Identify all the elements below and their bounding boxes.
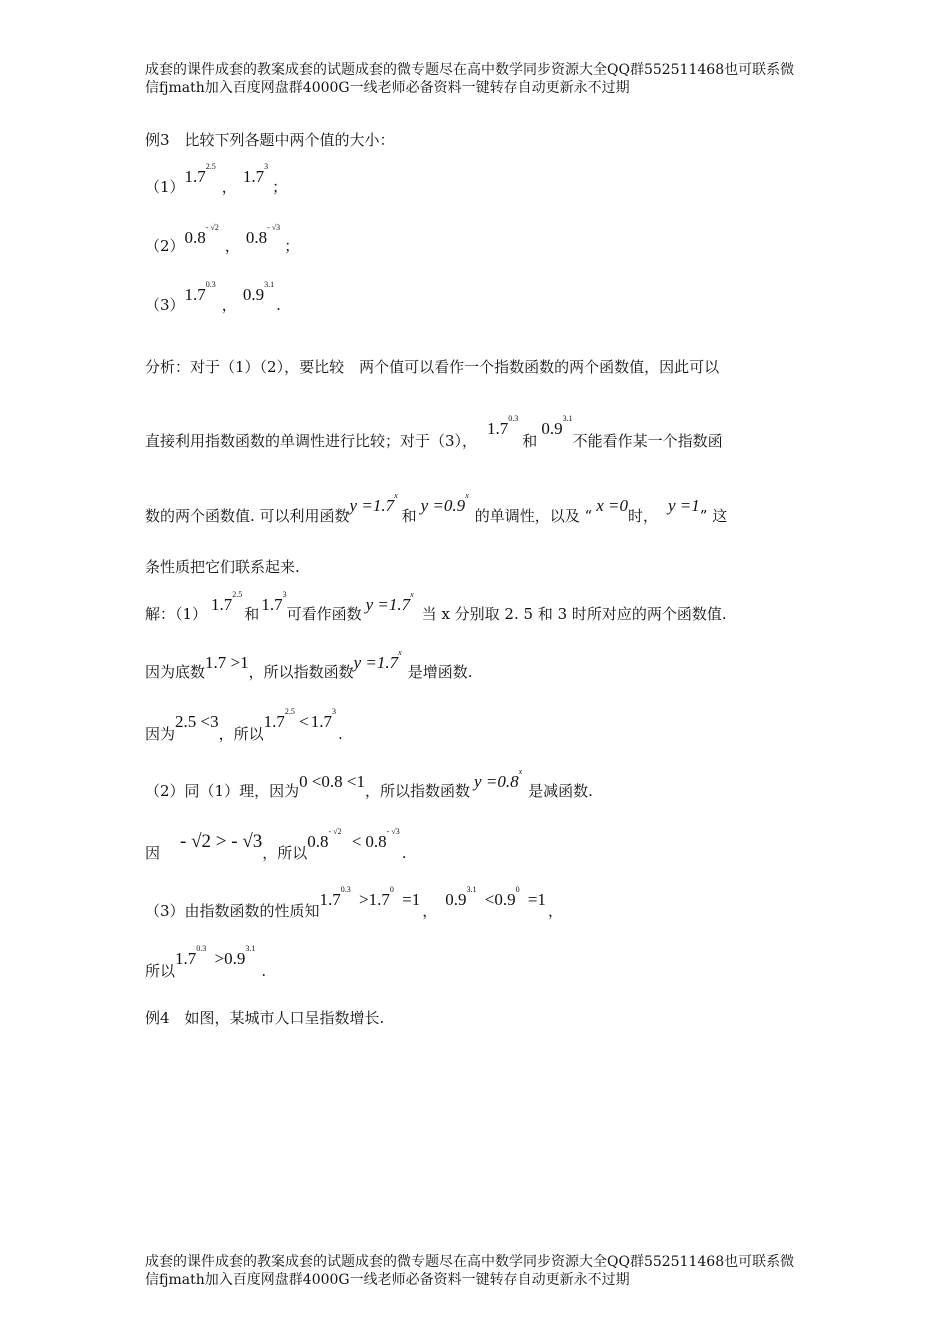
page-header xyxy=(145,61,825,97)
solution-s6-b-exp: 3.1 xyxy=(466,885,477,894)
solution-s2-f-exp: x xyxy=(398,648,402,657)
p3-b-exp: 3.1 xyxy=(264,280,275,289)
solution-s1-label: 解：（1） xyxy=(145,605,208,623)
solution-s6-end: ， xyxy=(547,902,563,920)
p2-b-exp: - √3 xyxy=(267,223,281,232)
analysis-l3-f1-exp: x xyxy=(394,491,398,500)
solution-s1-tail: 当 x 分别取 2. 5 和 3 时所对应的两个函数值. xyxy=(421,605,727,623)
analysis-l3-f2-exp: x xyxy=(465,491,469,500)
solution-s7-end: . xyxy=(261,962,267,980)
solution-s5-b-exp: - √3 xyxy=(386,827,400,836)
analysis-l3-y1: y =1 xyxy=(667,496,700,515)
analysis-line-2 xyxy=(145,414,723,450)
header-line-1: 成套的课件成套的教案成套的试题成套的微专题尽在高中数学同步资源大全QQ群552511468也可联系微 xyxy=(145,62,795,78)
solution-s3-b-base: 1.7 xyxy=(310,712,332,731)
solution-line-4 xyxy=(145,767,593,800)
problem-1-label: （1） xyxy=(145,178,185,196)
analysis-l2-text: 直接利用指数函数的单调性进行比较；对于（3）， xyxy=(145,432,478,450)
footer-line-1: 成套的课件成套的教案成套的试题成套的微专题尽在高中数学同步资源大全QQ群552511468也可联系微 xyxy=(145,1254,795,1270)
solution-line-6 xyxy=(145,885,563,920)
solution-s7-a: 1.7 xyxy=(175,949,197,968)
p1-end: ； xyxy=(272,178,288,196)
solution-s1-a-exp: 2.5 xyxy=(232,590,243,599)
analysis-l3-when: 时， xyxy=(627,507,658,525)
p2-a-base: 0.8 xyxy=(184,228,206,247)
solution-s1-b-base: 1.7 xyxy=(261,595,283,614)
p2-a-exp: - √2 xyxy=(205,223,219,232)
solution-s2-cond: 1.7 >1 xyxy=(205,653,249,672)
solution-s1-and: 和 xyxy=(244,605,260,623)
p2-b-base: 0.8 xyxy=(245,228,268,247)
example4-title: 例4 如图，某城市人口呈指数增长. xyxy=(145,1009,385,1027)
analysis-l3-x0: x =0 xyxy=(596,496,628,515)
solution-s1-a-base: 1.7 xyxy=(211,595,233,614)
analysis-l2-b-exp: 3.1 xyxy=(562,414,573,423)
solution-s1-b-exp: 3 xyxy=(282,590,287,599)
p1-sep: ， xyxy=(221,178,237,196)
problem-2 xyxy=(145,223,300,255)
solution-s6-sep: ， xyxy=(422,902,438,920)
p2-end: ； xyxy=(284,237,300,255)
solution-s4-f: y =0.8 xyxy=(474,772,519,791)
solution-s4-f-exp: x xyxy=(518,767,523,776)
solution-s7-text: 所以 xyxy=(145,962,176,980)
solution-line-3 xyxy=(145,707,343,743)
p3-end: . xyxy=(276,296,281,314)
solution-s4-mid: ，所以指数函数 xyxy=(365,782,471,800)
p1-a-base: 1.7 xyxy=(184,167,206,186)
solution-s1-f-exp: x xyxy=(410,590,414,599)
problem-2-label: （2） xyxy=(145,237,185,255)
solution-line-5 xyxy=(145,827,407,862)
header-line-2: 信fjmath加入百度网盘群4000G一线老师必备资料一键转存自动更新永不过期 xyxy=(145,80,630,96)
solution-s1-mid: 可看作函数 xyxy=(286,605,362,623)
footer-line-2: 信fjmath加入百度网盘群4000G一线老师必备资料一键转存自动更新永不过期 xyxy=(145,1272,630,1288)
problem-3 xyxy=(145,280,281,314)
analysis-line-4: 条性质把它们联系起来. xyxy=(145,558,300,576)
problem-3-label: （3） xyxy=(145,296,185,314)
analysis-l2-and: 和 xyxy=(522,432,538,450)
p1-a-exp: 2.5 xyxy=(205,162,216,171)
analysis-l3-text: 数的两个函数值. 可以利用函数 xyxy=(145,507,350,525)
solution-s4-cond: 0 <0.8 <1 xyxy=(299,772,366,791)
solution-s2-tail: 是增函数. xyxy=(407,663,473,681)
solution-s6-b-mid: <0.9 xyxy=(480,890,516,909)
p3-a-exp: 0.3 xyxy=(205,280,216,289)
p3-b-base: 0.9 xyxy=(242,285,265,304)
solution-s3-cond: 2.5 <3 xyxy=(175,712,219,731)
solution-s5-text: 因 xyxy=(145,844,161,862)
solution-s5-mid: ，所以 xyxy=(262,844,308,862)
solution-s3-text: 因为 xyxy=(145,725,176,743)
analysis-l3-and: 和 xyxy=(401,507,417,525)
p1-b-exp: 3 xyxy=(264,162,269,171)
solution-s3-a-exp: 2.5 xyxy=(284,707,295,716)
analysis-l3-f1: y =1.7 xyxy=(349,496,395,515)
page-footer xyxy=(145,1253,825,1289)
analysis-l2-a-base: 1.7 xyxy=(487,419,509,438)
solution-s3-mid: ，所以 xyxy=(218,725,264,743)
solution-s3-lt: < xyxy=(294,712,309,731)
solution-s2-text: 因为底数 xyxy=(145,663,206,681)
solution-s6-b-end: =1 xyxy=(523,890,546,909)
analysis-l2-tail: 不能看作某一个指数函 xyxy=(572,432,723,450)
solution-line-1 xyxy=(145,590,727,623)
solution-s6-a-exp: 0.3 xyxy=(340,885,351,894)
solution-line-7 xyxy=(145,944,267,980)
p3-a-base: 1.7 xyxy=(184,285,206,304)
p3-sep: ， xyxy=(221,296,237,314)
solution-s2-f: y =1.7 xyxy=(353,653,399,672)
analysis-line-1: 分析：对于（1）（2），要比较 两个值可以看作一个指数函数的两个函数值，因此可以 xyxy=(145,358,720,376)
solution-s6-b-exp2: 0 xyxy=(515,885,520,894)
solution-s3-b-exp: 3 xyxy=(331,707,336,716)
solution-s7-b-exp: 3.1 xyxy=(245,944,256,953)
solution-s6-b: 0.9 xyxy=(445,890,467,909)
solution-s4-text: （2）同（1）理，因为 xyxy=(145,782,300,800)
solution-s7-a-exp: 0.3 xyxy=(196,944,207,953)
solution-s6-a: 1.7 xyxy=(319,890,341,909)
p1-b-base: 1.7 xyxy=(242,167,265,186)
solution-s5-b-base: 0.8 xyxy=(365,832,387,851)
solution-s5-lt: < xyxy=(347,832,362,851)
analysis-l3-mid: 的单调性，以及 “ xyxy=(474,507,593,525)
solution-s4-tail: 是减函数. xyxy=(528,782,593,800)
solution-s3-end: . xyxy=(337,725,343,743)
analysis-l2-a-exp: 0.3 xyxy=(508,414,519,423)
analysis-l2-b-base: 0.9 xyxy=(541,419,563,438)
solution-s6-text: （3）由指数函数的性质知 xyxy=(145,902,320,920)
p2-sep: ， xyxy=(224,237,240,255)
solution-s5-a-base: 0.8 xyxy=(307,832,329,851)
solution-s6-a-end: =1 xyxy=(397,890,421,909)
analysis-l3-f2: y =0.9 xyxy=(420,496,466,515)
analysis-line-3 xyxy=(145,491,728,525)
solution-s1-f: y =1.7 xyxy=(365,595,411,614)
solution-line-2 xyxy=(145,648,473,681)
problem-1 xyxy=(145,162,288,196)
solution-s5-a-exp: - √2 xyxy=(328,827,342,836)
analysis-l3-tail: ” 这 xyxy=(699,507,728,525)
solution-s5-cond: - √2 > - √3 xyxy=(180,831,263,852)
solution-s5-end: . xyxy=(401,844,407,862)
example3-title: 例3 比较下列各题中两个值的大小： xyxy=(145,131,395,149)
solution-s6-a-mid: >1.7 xyxy=(354,890,390,909)
solution-s2-mid: ，所以指数函数 xyxy=(248,663,354,681)
solution-s6-a-exp2: 0 xyxy=(389,885,394,894)
solution-s3-a-base: 1.7 xyxy=(263,712,285,731)
solution-s7-gt: >0.9 xyxy=(210,949,246,968)
